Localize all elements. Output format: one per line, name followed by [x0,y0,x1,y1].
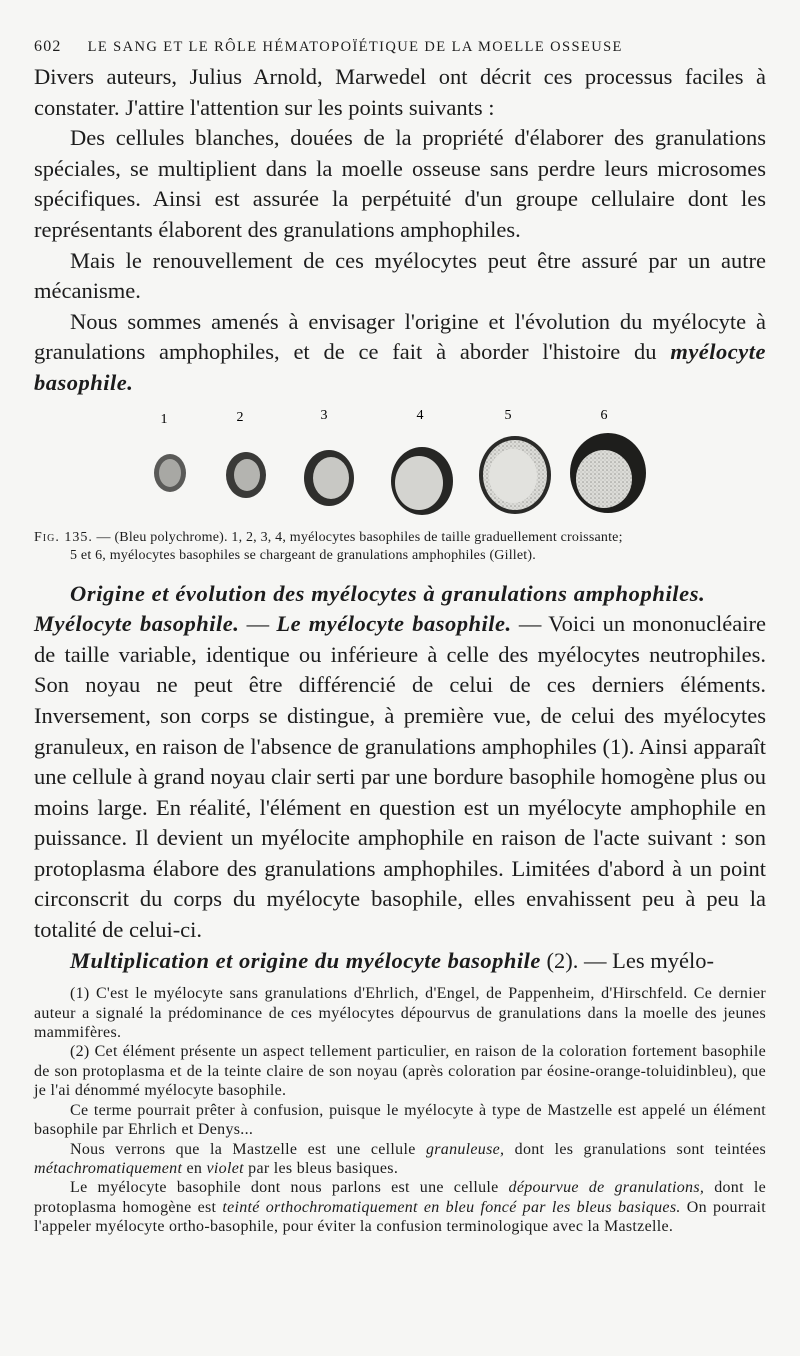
fn2d-part-a: Le myélocyte basophile dont nous parlons est une cellule [70,1179,509,1197]
section-paragraph-1-text: — Voici un mononucléaire de taille variable, identique ou inférieure à celle des myélocytes neutrophiles. Son noyau ne peut être différencié de celui de ces derniers éléments. Inversement, son corps se distingue, à première vue, de celui des myélocytes granuleux, en raison de l'absence de granulations amphophiles (1). Ainsi apparaît une cellule à grand noyau clair serti par une bordure basophile homogène plus ou moins large. En réalité, l'élément en question est un myélocyte amphophile en puissance. Il devient un myélocite amphophile en raison de l'acte suivant : son protoplasma élabore des granulations amphophiles. Limitées d'abord à un point circonscrit du corps du myélocyte basophile, elles envahissent peu à peu la totalité de celui-ci. [34,611,767,943]
page-number: 602 [34,38,62,55]
fn2c-part-b: dont les granulations sont teintées [504,1140,766,1158]
cell-1 [154,454,186,492]
section-paragraph-1 [34,609,766,946]
fn2c-italic-metachromatiquement: métachromatiquement [34,1159,183,1177]
footnote-1: (1) C'est le myélocyte sans granulations d'Ehrlich, d'Engel, de Pappenheim, d'Hirschfeld. Ce dernier auteur a signalé la prédominance de ces myélocytes dépourvus de granulations dans la moelle des jeunes mammifères. [34,985,766,1042]
cell-5 [479,436,551,514]
cell-illustration [34,405,766,523]
fn2c-italic-granuleuse: granuleuse, [425,1140,505,1158]
cell-label-1: 1 [160,411,168,427]
subheading-dash: — [239,611,277,637]
section-paragraph-2-text: (2). — Les myélo- [540,947,714,973]
cell-label-5: 5 [504,407,512,423]
fn2d-italic-depourvue: dépourvue de granulations, [508,1179,705,1197]
subheading-le-myelocyte-basophile: Le myélocyte basophile. [276,611,512,637]
footnotes [34,984,766,1236]
running-title: LE SANG ET LE RÔLE HÉMATOPOÏÉTIQUE DE LA MOELLE OSSEUSE [87,39,623,55]
intro-paragraph-2: Des cellules blanches, douées de la propriété d'élaborer des granulations spéciales, se multiplient dans la moelle osseuse sans perdre leurs microsomes spécifiques. Ainsi est assurée la perpétuité d'un groupe cellulaire dont les représentants élaborent des granulations amphophiles. [34,125,766,242]
figure-135 [34,405,766,523]
figure-caption-text-2: 5 et 6, myélocytes basophiles se chargeant de granulations amphophiles (Gillet). [70,547,536,563]
fn2d-part-b: dont le protoplasma homogène est [34,1179,766,1216]
section-heading: Origine et évolution des myélocytes à granulations amphophiles. [70,580,706,606]
fn2c-part-c: en [182,1159,207,1177]
subheading-multiplication: Multiplication et origine du myélocyte basophile [70,947,541,973]
footnote-2-para-b: Ce terme pourrait prêter à confusion, puisque le myélocyte à type de Mastzelle est appelé un élément basophile par Ehrlich et Denys... [34,1101,766,1139]
subheading-myelocyte-basophile: Myélocyte basophile. [34,611,240,637]
figure-caption-label: Fig. 135. [34,529,93,545]
cell-label-6: 6 [600,407,608,423]
fn2c-part-d: par les bleus basiques. [243,1159,399,1177]
cell-3 [304,450,354,506]
running-head [34,38,766,56]
intro-paragraph-1: Divers auteurs, Julius Arnold, Marwedel ont décrit ces processus faciles à constater. J'attire l'attention sur les points suivants : [34,64,766,120]
cell-2 [226,452,266,498]
intro-paragraph-4-text: Nous sommes amenés à envisager l'origine et l'évolution du myélocyte à granulations amphophiles, et de ce fait à aborder l'histoire du [34,308,766,365]
cell-label-4: 4 [416,407,424,423]
footnote-2: (2) Cet élément présente un aspect tellement particulier, en raison de la coloration fortement basophile de son protoplasma et de la teinte claire de son noyau (après coloration par éosine-orange-toluidinbleu), que je l'ai dénommé myélocyte basophile. [34,1043,766,1100]
cell-label-3: 3 [320,407,328,423]
section-origine [34,579,766,977]
footnote-2-para-c [34,1140,766,1179]
fn2d-part-c: On pourrait l'appeler myélocyte ortho-basophile, pour éviter la confusion terminologique avec la Mastzelle. [34,1198,766,1236]
fn2d-italic-teinte: teinté orthochromatiquement en bleu foncé par les bleus basiques. [222,1198,681,1216]
intro-paragraph-3: Mais le renouvellement de ces myélocytes peut être assuré par un autre mécanisme. [34,247,766,304]
section-paragraph-2 [34,946,766,977]
figure-caption [34,529,756,565]
fn2c-italic-violet: violet [206,1159,244,1177]
footnote-2-para-d [34,1178,766,1236]
cell-6 [570,433,646,513]
fn2c-part-a: Nous verrons que la Mastzelle est une cellule [70,1140,426,1158]
figure-caption-text: — (Bleu polychrome). 1, 2, 3, 4, myélocytes basophiles de taille graduellement croissante; [96,529,623,545]
intro-text [34,62,766,399]
intro-paragraph-4-italic: myélocyte basophile. [34,339,766,395]
cell-label-2: 2 [236,409,244,425]
cell-4 [391,447,453,515]
intro-paragraph-4 [34,307,766,399]
